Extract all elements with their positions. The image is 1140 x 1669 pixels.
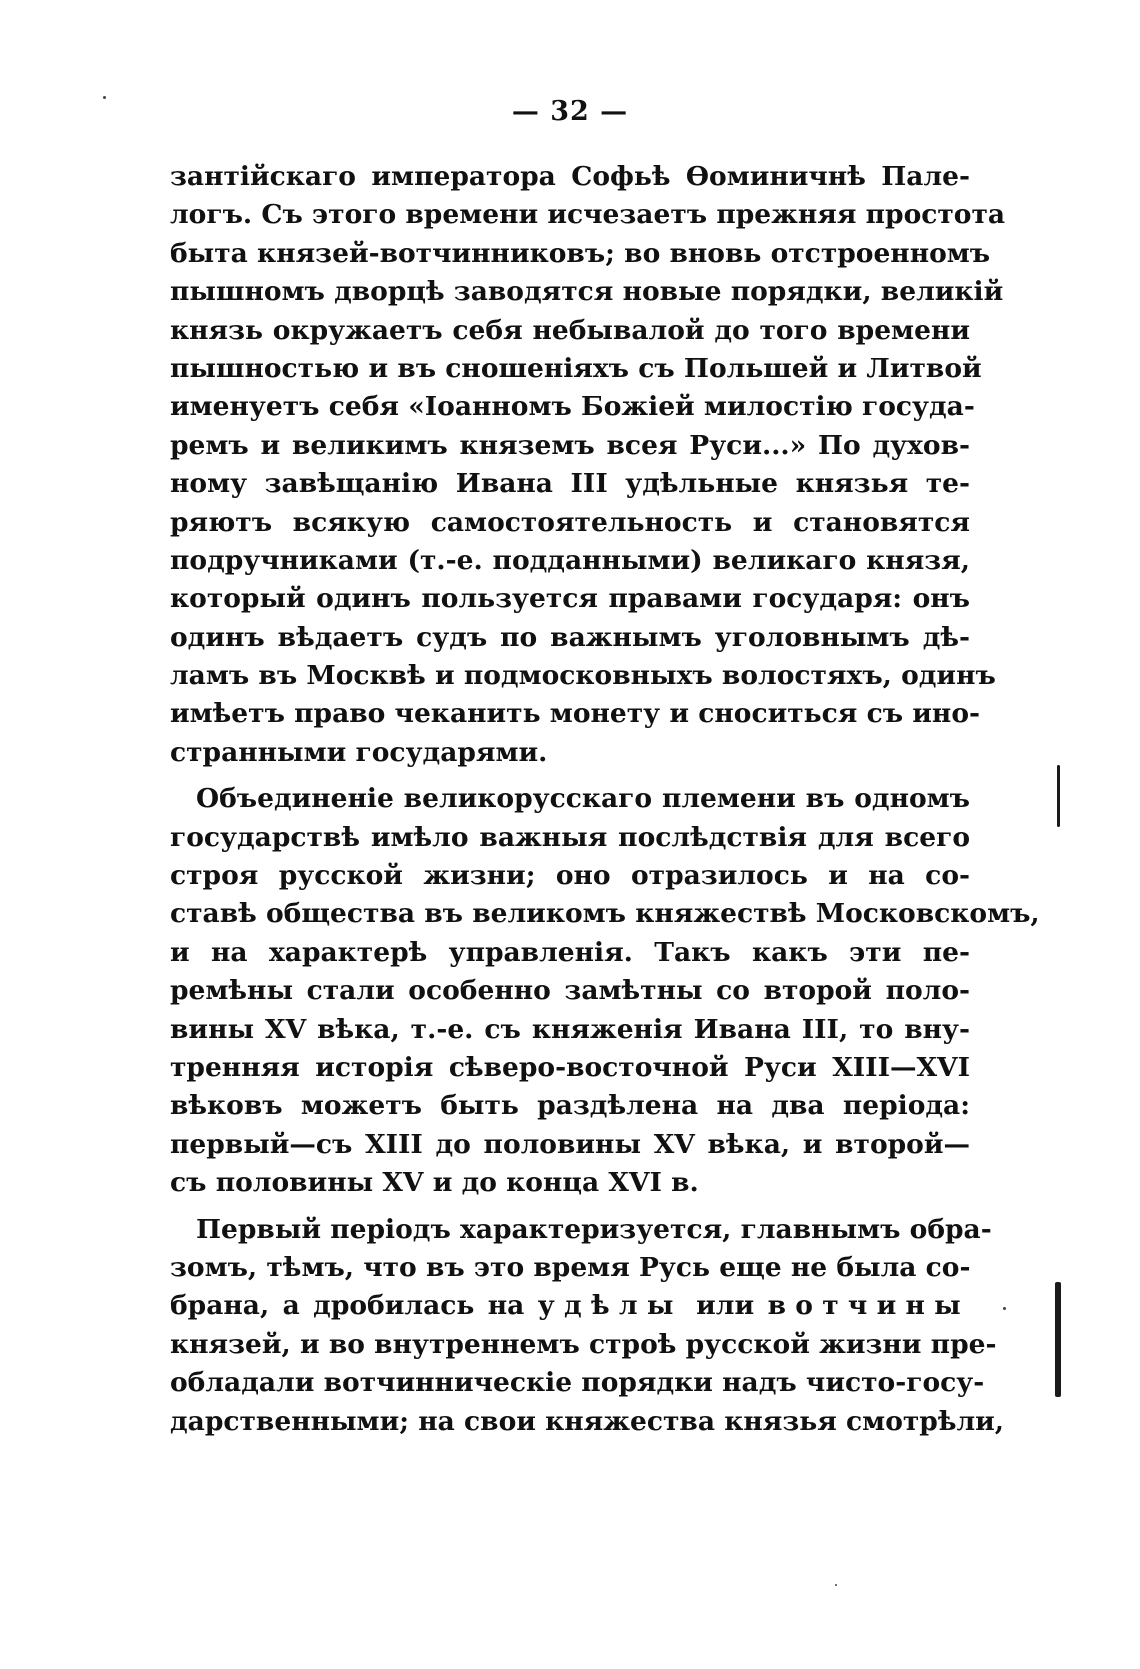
text-line: логъ. Съ этого времени исчезаетъ прежняя простота bbox=[170, 199, 1006, 231]
text-segment: или bbox=[696, 1290, 755, 1322]
text-line: который одинъ пользуется правами государя: онъ bbox=[170, 583, 970, 615]
text-line: ставѣ общества въ великомъ княжествѣ Московскомъ, bbox=[170, 898, 1040, 930]
text-line: именуетъ себя «Іоанномъ Божіей милостію госуда- bbox=[170, 391, 975, 423]
text-line: тренняя исторія сѣверо-восточной Руси XIII—XVI bbox=[170, 1051, 970, 1083]
text-line: ламъ въ Москвѣ и подмосковныхъ волостяхъ, одинъ bbox=[170, 660, 996, 692]
text-line: пышностью и въ сношеніяхъ съ Польшей и Литвой bbox=[170, 352, 982, 384]
text-line: обладали вотчинническіе порядки надъ чисто-госу- bbox=[170, 1367, 985, 1399]
scan-artifact-mark bbox=[1057, 765, 1060, 827]
text-line: ремѣны стали особенно замѣтны со второй поло- bbox=[170, 975, 970, 1007]
text-line: князь окружаетъ себя небывалой до того времени bbox=[170, 314, 970, 346]
text-line: быта князей-вотчинниковъ; во вновь отстроенномъ bbox=[170, 237, 991, 269]
scan-speck bbox=[103, 96, 106, 99]
text-line: князей, и во внутреннемъ строѣ русской жизни пре- bbox=[170, 1328, 997, 1360]
text-line: ремъ и великимъ княземъ всея Руси...» По духов- bbox=[170, 429, 970, 461]
text-line-content: Первый періодъ характеризуется, главнымъ обра- bbox=[196, 1213, 992, 1245]
text-line-content: Объединеніе великорусскаго племени въ одномъ bbox=[196, 783, 970, 815]
paragraph-1 bbox=[170, 158, 1006, 772]
paragraph-gap bbox=[170, 772, 970, 780]
paragraph-gap bbox=[170, 1203, 970, 1211]
text-line: вины XV вѣка, т.-е. съ княженія Ивана III, то вну- bbox=[170, 1013, 970, 1045]
text-line: зантійскаго императора Софьѣ Ѳоминичнѣ Пале- bbox=[170, 161, 970, 192]
text-line: вѣковъ можетъ быть раздѣлена на два періода: bbox=[170, 1090, 970, 1122]
emphasized-word: удѣлы bbox=[537, 1290, 683, 1322]
text-line: зомъ, тѣмъ, что въ это время Русь еще не была со- bbox=[170, 1251, 971, 1283]
text-line: первый—съ XIII до половины XV вѣка, и второй— bbox=[170, 1128, 970, 1160]
text-line: пышномъ дворцѣ заводятся новые порядки, великій bbox=[170, 276, 1004, 308]
text-line: одинъ вѣдаетъ судъ по важнымъ уголовнымъ дѣ- bbox=[170, 621, 970, 653]
paragraph-2 bbox=[170, 780, 1040, 1202]
scan-speck bbox=[1003, 1307, 1006, 1310]
text-line: странными государями. bbox=[170, 736, 548, 768]
text-line: съ половины XV и до конца XVI в. bbox=[170, 1167, 699, 1199]
text-line: имѣетъ право чеканить монету и сноситься съ ино- bbox=[170, 698, 980, 730]
text-line: ному завѣщанію Ивана III удѣльные князья те- bbox=[170, 468, 970, 500]
text-segment: брана, а дробилась на bbox=[170, 1290, 525, 1322]
text-line: строя русской жизни; оно отразилось и на со- bbox=[170, 860, 970, 892]
scan-artifact-mark bbox=[1055, 1282, 1061, 1397]
text-line: и на характерѣ управленія. Такъ какъ эти пе- bbox=[170, 936, 970, 968]
page-number: — 32 — bbox=[511, 96, 629, 127]
body-text bbox=[170, 158, 1040, 1441]
paragraph-3 bbox=[170, 1211, 1005, 1441]
scan-speck bbox=[835, 1584, 837, 1586]
text-line-first bbox=[170, 780, 970, 818]
emphasized-word: вотчины bbox=[767, 1290, 971, 1322]
text-line-emphasis bbox=[170, 1287, 970, 1325]
text-line-first bbox=[170, 1211, 992, 1249]
text-line: дарственными; на свои княжества князья смотрѣли, bbox=[170, 1405, 1005, 1437]
text-line: подручниками (т.-е. подданными) великаго князя, bbox=[170, 544, 970, 576]
text-line: государствѣ имѣло важныя послѣдствія для всего bbox=[170, 821, 970, 853]
text-line: ряютъ всякую самостоятельность и становятся bbox=[170, 506, 970, 538]
